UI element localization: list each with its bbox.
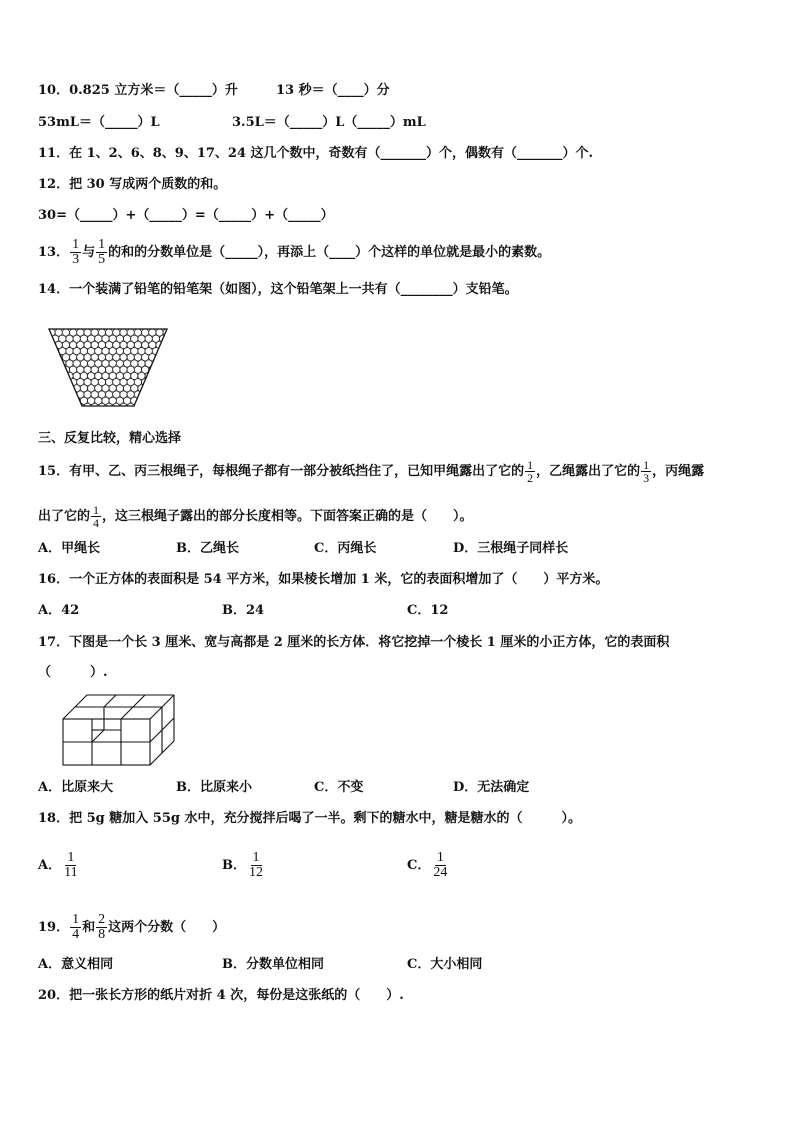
pencil-circle	[62, 403, 69, 410]
q16-option-c[interactable]: C．12	[407, 603, 449, 618]
pencil-circle	[52, 397, 59, 404]
q10-part-d: 3.5L＝（_____）L（_____）mL	[232, 115, 426, 130]
q11-text: 11．在 1、2、6、8、9、17、24 这几个数中，奇数有（_______）个，偶数有（_______）个.	[38, 146, 594, 161]
pencil-circle	[149, 403, 156, 410]
q10-line1	[38, 82, 238, 100]
q15-option-b[interactable]: B．乙绳长	[176, 541, 239, 556]
q10-part-c: 53mL＝（_____）L	[38, 115, 160, 130]
q15-line2: 出了它的 $\frac{1}{4}$ ，这三根绳子露出的部分长度相等。下面答案正确的是（ ）。	[38, 503, 473, 530]
pencil-circle	[48, 403, 55, 410]
pencil-circle	[48, 391, 55, 398]
q13-fraction-1: $\frac{1}{3}$	[72, 237, 80, 267]
pencil-circle	[142, 403, 149, 410]
q18-option-a[interactable]: A． $\frac{1}{11}$	[38, 850, 78, 880]
pencil-holder-figure	[48, 326, 168, 410]
pencil-circle	[66, 397, 73, 404]
pencil-circle	[48, 354, 55, 361]
pencil-circle	[138, 397, 145, 404]
pencil-circle	[52, 360, 59, 367]
pencil-circle	[66, 385, 73, 392]
pencil-circle	[59, 397, 66, 404]
pencil-circle	[156, 379, 163, 386]
q15-line1: 15．有甲、乙、丙三根绳子，每根绳子都有一部分被纸挡住了，已知甲绳露出了它的 $\frac{1}{2}$ ，乙绳露出了它的 $\frac{1}{3}$ ，丙绳露	[38, 458, 705, 485]
q15-option-d[interactable]: D．三根绳子同样长	[453, 541, 569, 556]
q19-option-c[interactable]: C．大小相同	[407, 957, 483, 972]
q15-option-c[interactable]: C．丙绳长	[314, 541, 377, 556]
pencil-circle	[149, 379, 156, 386]
pencil-circle	[163, 366, 168, 373]
pencil-circle	[142, 391, 149, 398]
pencil-circle	[152, 397, 159, 404]
pencil-circle	[163, 379, 168, 386]
q16-option-a[interactable]: A．42	[38, 603, 80, 618]
q17-option-b[interactable]: B．比原来小	[176, 780, 252, 795]
q12-equation: 30=（_____）+（_____）=（_____）+（_____）	[38, 208, 334, 223]
pencil-circle	[55, 366, 62, 373]
pencil-circle	[160, 397, 167, 404]
pencil-circle	[156, 354, 163, 361]
q15-fraction-quarter: $\frac{1}{4}$	[93, 503, 100, 530]
q20-text: 20．把一张长方形的纸片对折 4 次，每份是这张纸的（ ）.	[38, 988, 404, 1003]
q18-option-b[interactable]: B． $\frac{1}{12}$	[222, 850, 263, 880]
pencil-circle	[156, 366, 163, 373]
pencil-circle	[55, 403, 62, 410]
q17-option-c[interactable]: C．不变	[314, 780, 364, 795]
q19-option-a[interactable]: A．意义相同	[38, 957, 114, 972]
pencil-circle	[163, 354, 168, 361]
pencil-circle	[145, 397, 152, 404]
pencil-circle	[59, 385, 66, 392]
pencil-circle	[52, 372, 59, 379]
q17-option-a[interactable]: A．比原来大	[38, 780, 114, 795]
q17-option-d[interactable]: D．无法确定	[453, 780, 530, 795]
pencil-circle	[152, 372, 159, 379]
pencil-circle	[55, 379, 62, 386]
pencil-circle	[160, 385, 167, 392]
q19-fraction-1: $\frac{1}{4}$	[72, 912, 80, 942]
q12-text: 12．把 30 写成两个质数的和。	[38, 177, 227, 192]
pencil-circle	[48, 379, 55, 386]
q18-text: 18．把 5g 糖加入 55g 水中，充分搅拌后喝了一半。剩下的糖水中，糖是糖水的（ ）。	[38, 811, 582, 826]
pencil-circle	[156, 391, 163, 398]
pencil-circle	[160, 360, 167, 367]
pencil-circle	[145, 385, 152, 392]
q14-text: 14．一个装满了铅笔的铅笔架（如图），这个铅笔架上一共有（________）支铅笔。	[38, 282, 518, 297]
q18-fraction-a: $\frac{1}{11}$	[64, 850, 78, 880]
q10-part-b: 13 秒＝（____）分	[276, 83, 390, 98]
pencil-circle	[152, 385, 159, 392]
pencil-circle	[48, 366, 55, 373]
pencil-circle	[70, 403, 77, 410]
q13-number: 13．	[38, 245, 70, 260]
q10-part-a: 10．0.825 立方米＝（_____）升	[38, 83, 238, 98]
q19-option-b[interactable]: B．分数单位相同	[222, 957, 324, 972]
pencil-circle	[55, 391, 62, 398]
cuboid-figure	[60, 690, 178, 770]
q15-fraction-third: $\frac{1}{3}$	[643, 458, 650, 485]
q19-fraction-2: $\frac{2}{8}$	[98, 912, 106, 942]
section-3-heading: 三、反复比较，精心选择	[38, 431, 182, 446]
q15-option-a[interactable]: A．甲绳长	[38, 541, 101, 556]
q17-text: 17．下图是一个长 3 厘米、宽与高都是 2 厘米的长方体．将它挖掉一个棱长 1 厘米的小正方体，它的表面积	[38, 635, 670, 650]
q16-text: 16．一个正方体的表面积是 54 平方米，如果棱长增加 1 米，它的表面积增加了（ ）平方米。	[38, 572, 609, 587]
q18-fraction-c: $\frac{1}{24}$	[433, 850, 448, 880]
q13-fraction-2: $\frac{1}{5}$	[98, 237, 106, 267]
pencil-circle	[163, 341, 168, 348]
pencil-circle	[160, 372, 167, 379]
q17-text-2: （ ）.	[38, 665, 108, 680]
pencil-circle	[156, 403, 163, 410]
pencil-circle	[163, 391, 168, 398]
pencil-circle	[149, 391, 156, 398]
q19-line: 19． $\frac{1}{4}$ 和 $\frac{2}{8}$ 这两个分数（ ）	[38, 912, 226, 942]
pencil-circle	[59, 372, 66, 379]
pencil-circle	[62, 379, 69, 386]
pencil-circle	[52, 385, 59, 392]
q16-option-b[interactable]: B．24	[222, 603, 265, 618]
pencil-circle	[160, 348, 167, 355]
pencil-circle	[163, 403, 168, 410]
q15-fraction-half: $\frac{1}{2}$	[527, 458, 534, 485]
pencil-circle	[62, 391, 69, 398]
q18-option-c[interactable]: C． $\frac{1}{24}$	[407, 850, 448, 880]
q18-fraction-b: $\frac{1}{12}$	[249, 850, 263, 880]
q13-line: 13． $\frac{1}{3}$ 与 $\frac{1}{5}$ 的和的分数单位是（_____），再添上（____）个这样的单位就是最小的素数。	[38, 237, 551, 267]
